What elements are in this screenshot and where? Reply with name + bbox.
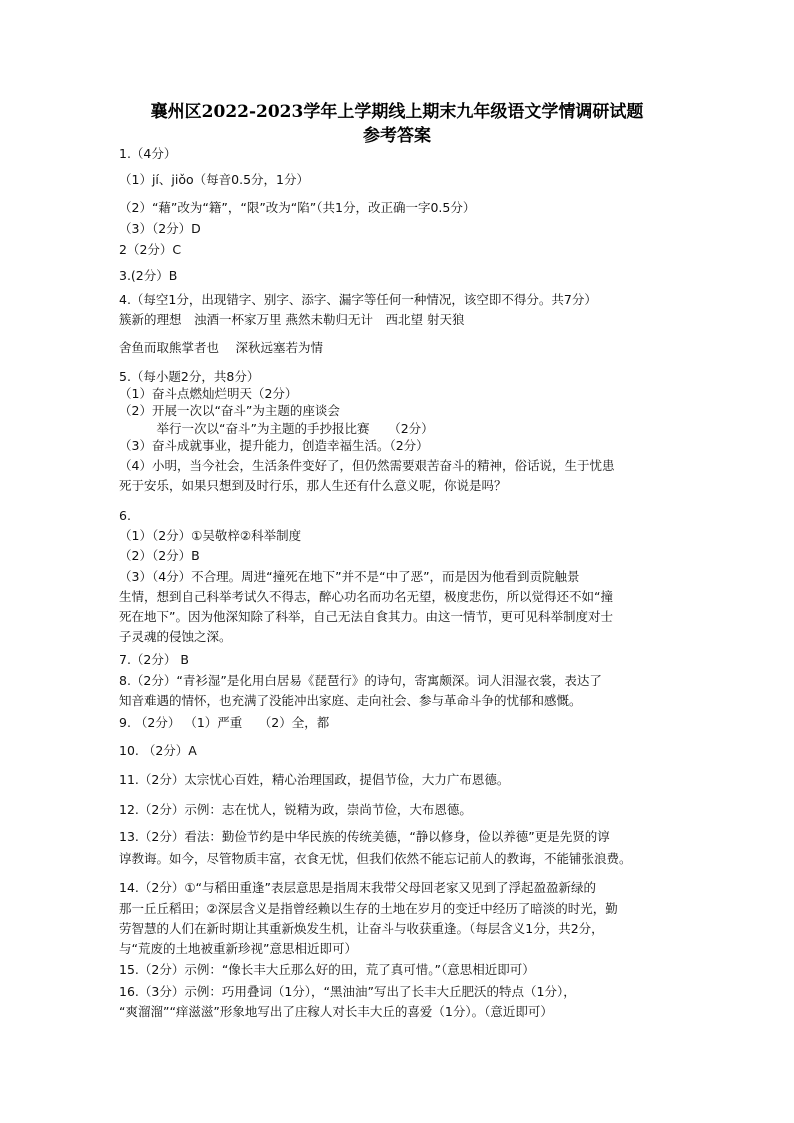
- answer-line: 舍鱼而取熊掌者也 深秋远塞若为情: [119, 340, 323, 355]
- document-subtitle: 参考答案: [363, 126, 431, 146]
- answer-line: 13.（2分）看法：勤俭节约是中华民族的传统美德，“静以修身，俭以养德”更是先贤的谆: [119, 829, 610, 844]
- answer-line: 12.（2分）示例：志在忧人，锐精为政，崇尚节俭，大布恩德。: [119, 802, 472, 817]
- answer-line: 8.（2分）“青衫湿”是化用白居易《琵琶行》的诗句，寄寓颇深。词人泪湿衣裳，表达了: [119, 673, 602, 688]
- answer-line: 1.（4分）: [119, 146, 177, 161]
- answer-line: 知音难遇的情怀，也充满了没能冲出家庭、走向社会、参与革命斗争的忧郁和感慨。: [119, 693, 582, 708]
- answer-line: 11.（2分）太宗忧心百姓，精心治理国政，提倡节俭，大力广布恩德。: [119, 772, 510, 787]
- answer-line: （3）奋斗成就事业，提升能力，创造幸福生活。（2分）: [119, 438, 429, 453]
- answer-line: 6.: [119, 508, 131, 523]
- answer-line: 16.（3分）示例：巧用叠词（1分），“黑油油”写出了长丰大丘肥沃的特点（1分），: [119, 984, 576, 999]
- answer-line: 簇新的理想 浊酒一杯家万里 燕然未勒归无计 西北望 射天狼: [119, 312, 465, 327]
- answer-line: 15.（2分）示例：“像长丰大丘那么好的田，荒了真可惜。”（意思相近即可）: [119, 962, 535, 977]
- answer-line: 5.（每小题2分，共8分）: [119, 369, 260, 384]
- answer-line: （3）（4分）不合理。周进“撞死在地下”并不是“中了恶”，而是因为他看到贡院触景: [119, 569, 580, 584]
- answer-line: 死于安乐，如果只想到及时行乐，那人生还有什么意义呢，你说是吗？: [119, 478, 507, 493]
- answer-line: （2）开展一次以“奋斗”为主题的座谈会: [119, 403, 340, 418]
- answer-line: 2（2分）C: [119, 242, 182, 257]
- answer-line: 谆教诲。如今，尽管物质丰富，衣食无忧，但我们依然不能忘记前人的教诲，不能铺张浪费。: [119, 851, 632, 866]
- document-title: 襄州区2022-2023学年上学期线上期末九年级语文学情调研试题: [150, 102, 644, 122]
- answer-line: 3.(2分）B: [119, 268, 178, 283]
- answer-line: 4.（每空1分，出现错字、别字、添字、漏字等任何一种情况，该空即不得分。共7分）: [119, 292, 597, 307]
- answer-line: 14.（2分）①“与稻田重逢”表层意思是指周末我带父母回老家又见到了浮起盈盈新绿的: [119, 880, 596, 895]
- answer-line: （2）（2分）B: [119, 548, 200, 563]
- answer-line: 9. （2分） （1）严重 （2）全，都: [119, 715, 330, 730]
- answer-line: 那一丘丘稻田；②深层含义是指曾经赖以生存的土地在岁月的变迁中经历了暗淡的时光，勤: [119, 901, 618, 916]
- answer-line: 死在地下”。因为他深知除了科举，自己无法自食其力。由这一情节，更可见科举制度对士: [119, 609, 613, 624]
- answer-line: 劳智慧的人们在新时期让其重新焕发生机，让奋斗与收获重逢。（每层含义1分，共2分，: [119, 921, 604, 936]
- answer-line: （3）（2分）D: [119, 221, 201, 236]
- answer-line: 与“荒废的土地被重新珍视”意思相近即可）: [119, 941, 357, 956]
- answer-line: （1）奋斗点燃灿烂明天（2分）: [119, 386, 298, 401]
- answer-line: 生情，想到自己科举考试久不得志，醉心功名而功名无望，极度悲伤，所以觉得还不如“撞: [119, 589, 613, 604]
- answer-line: （4）小明，当今社会，生活条件变好了，但仍然需要艰苦奋斗的精神，俗话说，生于忧患: [119, 458, 615, 473]
- answer-line: （1）（2分）①吴敬梓②科举制度: [119, 528, 302, 543]
- answer-line: 子灵魂的侵蚀之深。: [119, 629, 232, 644]
- answer-line: （1）jí、jiǒo（每音0.5分，1分）: [119, 172, 309, 187]
- answer-line: 7.（2分） B: [119, 652, 189, 667]
- answer-line: 举行一次以“奋斗”为主题的手抄报比赛 （2分）: [119, 421, 434, 436]
- answer-line: “爽溜溜”“痒滋滋”形象地写出了庄稼人对长丰大丘的喜爱（1分）。（意近即可）: [119, 1004, 553, 1019]
- answer-line: 10. （2分）A: [119, 743, 197, 758]
- answer-line: （2）“藉”改为“籍”，“限”改为“陷”（共1分，改正确一字0.5分）: [119, 200, 476, 215]
